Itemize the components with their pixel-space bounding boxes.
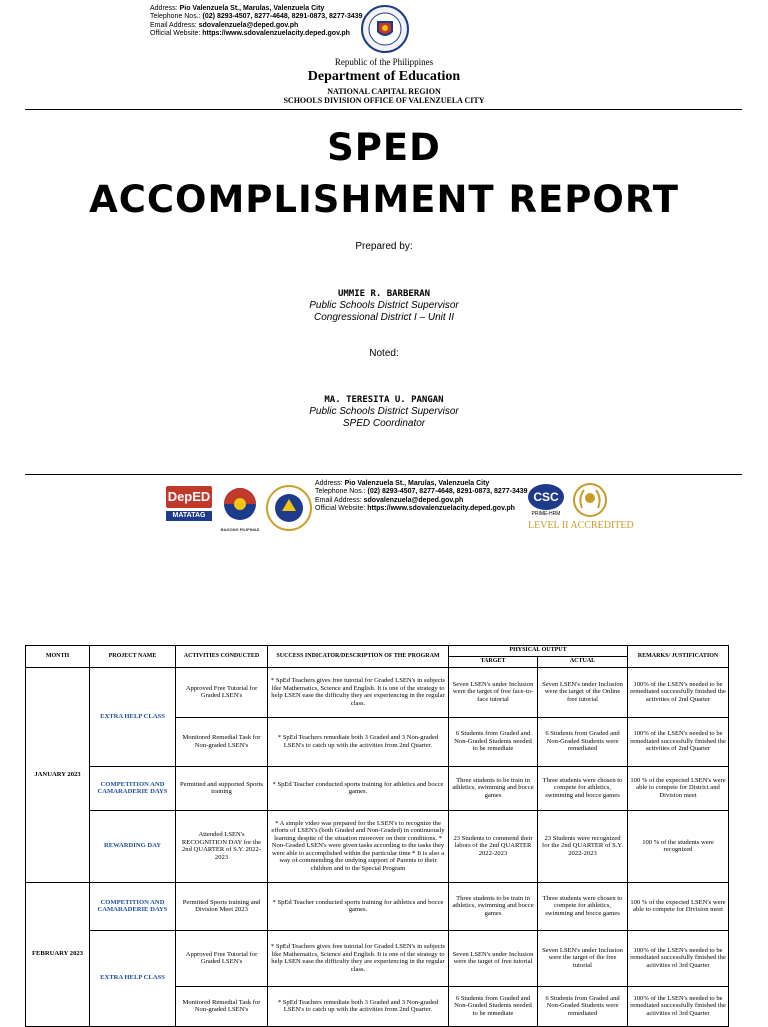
email-value[interactable]: sdovalenzuela@deped.gov.ph	[198, 21, 299, 29]
deped-seal-icon	[360, 4, 410, 54]
month-cell: FEBRUARY 2023	[26, 882, 90, 1026]
footer-telephone-label: Telephone Nos.:	[315, 488, 366, 496]
region-block	[0, 87, 768, 105]
telephone-value: (02) 8293-4507, 8277-4648, 8291-0873, 8277-3439	[202, 13, 363, 21]
actual-cell: Seven LSEN's under Inclusion were the target of the Online free tutorial	[538, 667, 628, 717]
report-title-line1: SPED	[327, 126, 441, 169]
noted-role1: Public Schools District Supervisor	[309, 406, 459, 417]
actual-cell: 6 Students from Graded and Non-Graded Students were remediated	[538, 986, 628, 1026]
remarks-cell: 100 % of the students were recognized	[628, 810, 729, 882]
target-cell: Seven LSEN's under Inclusion were the target of free tutorial	[449, 930, 538, 986]
header-actual: ACTUAL	[538, 657, 628, 668]
success-cell: * SpEd Teachers remediate both 3 Graded and 3 Non-graded LSEN's to catch up with the activities from 2nd Quarter.	[268, 717, 449, 766]
project-cell: COMPETITION AND CAMARADERIE DAYS	[90, 882, 176, 930]
report-title-line2: ACCOMPLISHMENT REPORT	[89, 178, 679, 221]
csc-logo-icon	[528, 484, 564, 518]
address-label: Address:	[150, 5, 178, 12]
remarks-cell: 100% of the LSEN's needed to be remediated successfully finished the activities of 2nd Quarter	[628, 717, 729, 766]
table-row	[26, 882, 729, 930]
header-success: SUCCESS INDICATOR/DESCRIPTION OF THE PROGRAM	[268, 646, 449, 668]
footer-contact-block	[315, 480, 528, 514]
remarks-cell: 100% of the LSEN's needed to be remediated successfully finished the activities of 3rd Quarter	[628, 930, 729, 986]
footer-website-label: Official Website:	[315, 505, 366, 513]
prepared-by-label: Prepared by:	[355, 241, 413, 252]
footer-email-label: Email Address:	[315, 496, 362, 504]
header-physical-output: PHYSICAL OUTPUT	[449, 646, 628, 657]
email-label: Email Address:	[150, 21, 197, 29]
activity-cell: Monitored Remedial Task for Non-graded LSEN's	[176, 717, 268, 766]
actual-cell: Three students were chosen to compete for athletics, swimming and bocce games	[538, 882, 628, 930]
success-cell: * SpEd Teacher conducted sports training for athletics and bocce games.	[268, 766, 449, 810]
bagong-pilipinas-text: BAGONG PILIPINAS	[220, 527, 260, 532]
department-name: Department of Education	[307, 69, 461, 84]
target-cell: Three students to be train in athletics, swimming and bocce games	[449, 882, 538, 930]
remarks-cell: 100 % of the expected LSEN's were able to compete for District and Division meet	[628, 766, 729, 810]
actual-cell: 23 Students were recognized for the 2nd QUARTER of S.Y. 2022-2023	[538, 810, 628, 882]
actual-cell: 6 Students from Graded and Non-Graded Students were remediated	[538, 717, 628, 766]
success-cell: * SpEd Teachers gives free tutorial for Graded LSEN's in subjects like Mathematics, Science and English. It is one of the strategy to help LSEN ease the difficulty they are experiencing in the regular class.	[268, 667, 449, 717]
deped-matatag-logo-icon	[166, 486, 212, 530]
remarks-cell: 100% of the LSEN's needed to be remediated successfully finished the activities of 2nd Quarter	[628, 667, 729, 717]
level-accredited-text: LEVEL II ACCREDITED	[528, 520, 634, 531]
actual-cell: Seven LSEN's under Inclusion were the target of the free tutorial	[538, 930, 628, 986]
accomplishment-table	[25, 645, 729, 1027]
target-cell: Seven LSEN's under Inclusion were the target of free face-to-face tutorial	[449, 667, 538, 717]
footer-email-value[interactable]: sdovalenzuela@deped.gov.ph	[363, 496, 464, 504]
csc-logo-text: CSC	[528, 484, 564, 510]
success-cell: * SpEd Teachers gives free tutorial for Graded LSEN's in subjects like Mathematics, Science and English. It is one of the strategy to help LSEN ease the difficulty they are experiencing in the regular class.	[268, 930, 449, 986]
republic-line: Republic of the Philippines	[334, 57, 434, 67]
region-name: NATIONAL CAPITAL REGION	[327, 87, 441, 96]
deped-logo-text: DepED	[166, 486, 212, 508]
success-cell: * A simple video was prepared for the LSEN's to recognize the efforts of LSEN's (both Graded and Non-Graded) in continuously learning despite of the situation moreover on their conditions. * Non-Graded LSEN's were given tasks according to the tasks they were able to accomplished within the particular time * It is also a way of commending the undying support of Parents to their children and to the Special Program	[268, 810, 449, 882]
website-value[interactable]: https://www.sdovalenzuelacity.deped.gov.ph	[202, 30, 350, 38]
target-cell: 23 Students to commend their labors of the 2nd QUARTER 2022-2023	[449, 810, 538, 882]
division-name: SCHOOLS DIVISION OFFICE OF VALENZUELA CITY	[283, 96, 485, 105]
actual-cell: Three students were chosen to compete for athletics, swimming and bocce games	[538, 766, 628, 810]
target-cell: 6 Students from Graded and Non-Graded Students needed to be remediate	[449, 717, 538, 766]
project-cell: COMPETITION AND CAMARADERIE DAYS	[90, 766, 176, 810]
header-divider	[25, 109, 742, 110]
header-month: MONTH	[26, 646, 90, 668]
footer-website-value[interactable]: https://www.sdovalenzuelacity.deped.gov.ph	[367, 505, 515, 513]
success-cell: * SpEd Teacher conducted sports training for athletics and bocce games.	[268, 882, 449, 930]
project-cell: EXTRA HELP CLASS	[90, 667, 176, 766]
header-activities: ACTIVITIES CONDUCTED	[176, 646, 268, 668]
activity-cell: Permitted Sports training and Division Meet 2023	[176, 882, 268, 930]
website-label: Official Website:	[150, 30, 201, 38]
footer-telephone-value: (02) 8293-4507, 8277-4648, 8291-0873, 8277-3439	[367, 488, 528, 496]
noted-name: MA. TERESITA U. PANGAN	[324, 395, 444, 405]
remarks-cell: 100 % of the expected LSEN's were able to compete for Division meet	[628, 882, 729, 930]
prime-hrm-text: PRIME-HRM	[531, 511, 561, 517]
activity-cell: Attended LSEN's RECOGNITION DAY for the 2nd QUARTER of S.Y. 2022-2023	[176, 810, 268, 882]
matatag-text: MATATAG	[166, 511, 212, 521]
footer-address-label: Address:	[315, 480, 343, 487]
activity-cell: Permitted and supported Sports training	[176, 766, 268, 810]
target-cell: Three students to be train in athletics, swimming and bocce games	[449, 766, 538, 810]
noted-role2: SPED Coordinator	[342, 418, 426, 429]
activity-cell: Approved Free Tutorial for Graded LSEN's	[176, 667, 268, 717]
activity-cell: Approved Free Tutorial for Graded LSEN's	[176, 930, 268, 986]
prepared-by-role1: Public Schools District Supervisor	[309, 300, 459, 311]
remarks-cell: 100% of the LSEN's needed to be remediated successfully finished the activities of 3rd Quarter	[628, 986, 729, 1026]
footer-address-value: Pio Valenzuela St., Marulas, Valenzuela City	[344, 480, 490, 487]
sdo-valenzuela-seal-icon	[266, 483, 312, 533]
success-cell: * SpEd Teachers remediate both 3 Graded and 3 Non-graded LSEN's to catch up with the activities from 2nd Quarter.	[268, 986, 449, 1026]
activity-cell: Monitored Remedial Task for Non-graded LSEN's	[176, 986, 268, 1026]
footer-divider	[25, 474, 742, 475]
header-target: TARGET	[449, 657, 538, 668]
target-cell: 6 Students from Graded and Non-Graded Students needed to be remediate	[449, 986, 538, 1026]
header-project: PROJECT NAME	[90, 646, 176, 668]
noted-label: Noted:	[369, 348, 399, 359]
telephone-label: Telephone Nos.:	[150, 13, 201, 21]
header-contact-block	[150, 5, 363, 39]
prepared-by-name: UMMIE R. BARBERAN	[337, 289, 431, 299]
laurel-award-icon	[570, 482, 610, 520]
table-row	[26, 667, 729, 717]
prepared-by-role2: Congressional District I – Unit II	[313, 312, 455, 323]
bagong-pilipinas-logo-icon	[218, 486, 262, 532]
header-remarks: REMARKS/ JUSTIFICATION	[628, 646, 729, 668]
month-cell: JANUARY 2023	[26, 667, 90, 882]
address-value: Pio Valenzuela St., Marulas, Valenzuela City	[179, 5, 325, 12]
table-row	[26, 930, 729, 986]
project-cell: REWARDING DAY	[90, 810, 176, 882]
project-cell: EXTRA HELP CLASS	[90, 930, 176, 1026]
table-row	[26, 766, 729, 810]
table-row	[26, 810, 729, 882]
